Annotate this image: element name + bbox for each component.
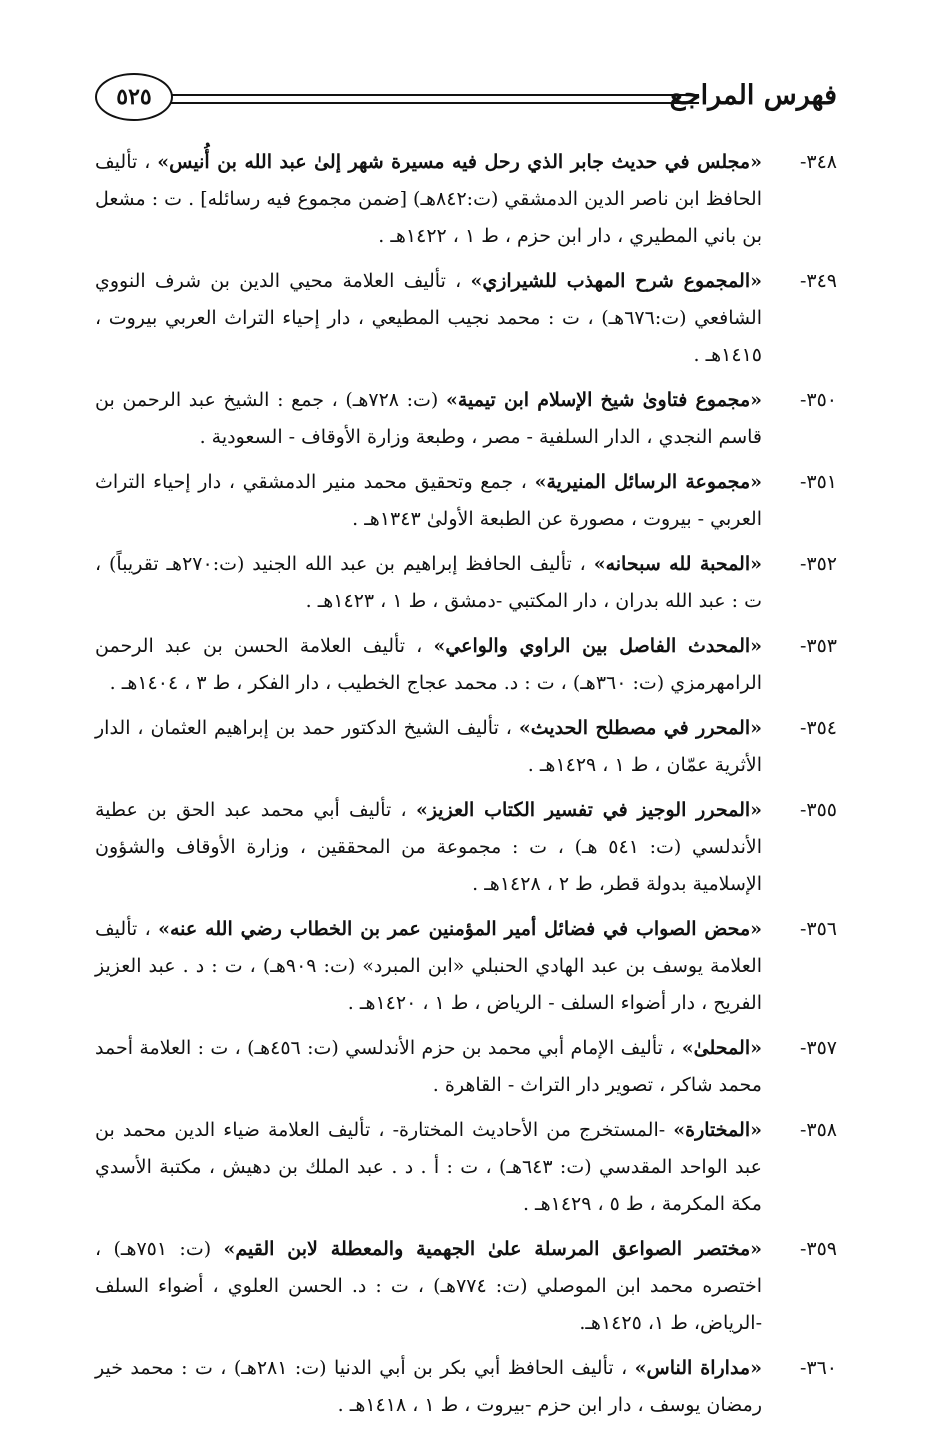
reference-entry-360: [95, 1350, 837, 1424]
entry-details: -المستخرج من الأحاديث المختارة- ، تأليف العلامة ضياء الدين محمد بن عبد الواحد المقدسي (ت: ٦٤٣هـ) ، ت : أ . د . عبد الملك بن دهيش ، مكتبة الأسدي مكة المكرمة ، ط ٥ ، ١٤٢٩هـ .: [95, 1119, 762, 1215]
reference-entry-356: [95, 911, 837, 1022]
reference-entry-349: [95, 263, 837, 374]
header-title: فهرس المراجع: [669, 80, 837, 111]
entry-number: ٣٥٢-: [799, 553, 837, 575]
entry-details: ، تأليف الشيخ الدكتور حمد بن إبراهيم العثمان ، الدار الأثرية عمّان ، ط ١ ، ١٤٢٩هـ .: [95, 717, 762, 776]
entry-number: ٣٥٦-: [799, 918, 837, 940]
reference-entry-357: [95, 1030, 837, 1104]
entry-title: «المجموع شرح المهذب للشيرازي»: [470, 270, 762, 292]
entry-title: «مداراة الناس»: [634, 1357, 762, 1379]
entry-number: ٣٦٠-: [799, 1357, 837, 1379]
entry-title: «محض الصواب في فضائل أمير المؤمنين عمر بن الخطاب رضي الله عنه»: [158, 918, 762, 940]
entry-number: ٣٤٨-: [799, 151, 837, 173]
entry-title: «المحدث الفاصل بين الراوي والواعي»: [433, 635, 763, 657]
reference-entry-358: [95, 1112, 837, 1223]
entry-number: ٣٥٥-: [799, 799, 837, 821]
entry-details: ، تأليف العلامة يوسف بن عبد الهادي الحنبلي «ابن المبرد» (ت: ٩٠٩هـ) ، ت : د . عبد العزيز الفريح ، دار أضواء السلف - الرياض ، ط ١ ، ١٤٢٠هـ .: [95, 918, 762, 1014]
reference-entry-350: [95, 382, 837, 456]
page-header: [95, 70, 837, 122]
entry-number: ٣٤٩-: [799, 270, 837, 292]
reference-entry-352: [95, 546, 837, 620]
entry-title: «مجلس في حديث جابر الذي رحل فيه مسيرة شهر إلىٰ عبد الله بن أُنيس»: [157, 151, 762, 173]
entry-details: (ت: ٧٥١هـ) ، اختصره محمد ابن الموصلي (ت: ٧٧٤هـ) ، ت : د. الحسن العلوي ، أضواء السلف -الرياض، ط ١، ١٤٢٥هـ.: [95, 1238, 762, 1334]
entry-title: «المحرر الوجيز في تفسير الكتاب العزيز»: [415, 799, 763, 821]
entry-details: ، تأليف الحافظ إبراهيم بن عبد الله الجنيد (ت:٢٧٠هـ تقريباً) ، ت : عبد الله بدران ، دار المكتبي -دمشق ، ط ١ ، ١٤٢٣هـ .: [95, 553, 762, 612]
reference-entry-348: [95, 144, 837, 255]
entry-number: ٣٥٤-: [799, 717, 837, 739]
entry-number: ٣٥٣-: [799, 635, 837, 657]
page-number: ٥٢٥: [116, 84, 152, 110]
entry-title: «مختصر الصواعق المرسلة علىٰ الجهمية والمعطلة لابن القيم»: [223, 1238, 762, 1260]
entry-details: ، تأليف العلامة الحسن بن عبد الرحمن الرامهرمزي (ت: ٣٦٠هـ) ، ت : د. محمد عجاج الخطيب ، دار الفكر ، ط ٣ ، ١٤٠٤هـ .: [95, 635, 762, 694]
reference-entry-351: [95, 464, 837, 538]
reference-entry-355: [95, 792, 837, 903]
entry-details: ، جمع وتحقيق محمد منير الدمشقي ، دار إحياء التراث العربي - بيروت ، مصورة عن الطبعة الأولىٰ ١٣٤٣هـ .: [95, 471, 762, 530]
entry-title: «المحبة لله سبحانه»: [593, 553, 763, 575]
entry-number: ٣٥٧-: [799, 1037, 837, 1059]
reference-entry-354: [95, 710, 837, 784]
header-double-rule: [167, 94, 699, 104]
entry-number: ٣٥٨-: [799, 1119, 837, 1141]
reference-entry-359: [95, 1231, 837, 1342]
page-number-badge: [95, 73, 173, 121]
entry-title: «مجموع فتاوىٰ شيخ الإسلام ابن تيمية»: [445, 389, 762, 411]
entry-title: «المختارة»: [673, 1119, 762, 1141]
entry-details: ، تأليف الإمام أبي محمد بن حزم الأندلسي (ت: ٤٥٦هـ) ، ت : العلامة أحمد محمد شاكر ، تصوير دار التراث - القاهرة .: [95, 1037, 762, 1096]
entry-details: ، تأليف الحافظ ابن ناصر الدين الدمشقي (ت:٨٤٢هـ) [ضمن مجموع فيه رسائله] . ت : مشعل بن باني المطيري ، دار ابن حزم ، ط ١ ، ١٤٢٢هـ .: [95, 151, 762, 247]
entry-details: (ت: ٧٢٨هـ) ، جمع : الشيخ عبد الرحمن بن قاسم النجدي ، الدار السلفية - مصر ، وطبعة وزارة الأوقاف - السعودية .: [95, 389, 762, 448]
entry-title: «المحلىٰ»: [681, 1037, 762, 1059]
entry-title: «مجموعة الرسائل المنيرية»: [534, 471, 763, 493]
entry-number: ٣٥١-: [799, 471, 837, 493]
entry-details: ، تأليف أبي محمد عبد الحق بن عطية الأندلسي (ت: ٥٤١ هـ) ، ت : مجموعة من المحققين ، وزارة الأوقاف والشؤون الإسلامية بدولة قطر، ط ٢ ، ١٤٢٨هـ .: [95, 799, 762, 895]
entry-number: ٣٥٩-: [799, 1238, 837, 1260]
entry-details: ، تأليف الحافظ أبي بكر بن أبي الدنيا (ت: ٢٨١هـ) ، ت : محمد خير رمضان يوسف ، دار ابن حزم -بيروت ، ط ١ ، ١٤١٨هـ .: [95, 1357, 762, 1416]
reference-entry-353: [95, 628, 837, 702]
entry-title: «المحرر في مصطلح الحديث»: [518, 717, 762, 739]
references-list: [95, 144, 837, 1432]
entry-number: ٣٥٠-: [799, 389, 837, 411]
entry-details: ، تأليف العلامة محيي الدين بن شرف النووي الشافعي (ت:٦٧٦هـ) ، ت : محمد نجيب المطيعي ، دار إحياء التراث العربي بيروت ، ١٤١٥هـ .: [95, 270, 763, 366]
